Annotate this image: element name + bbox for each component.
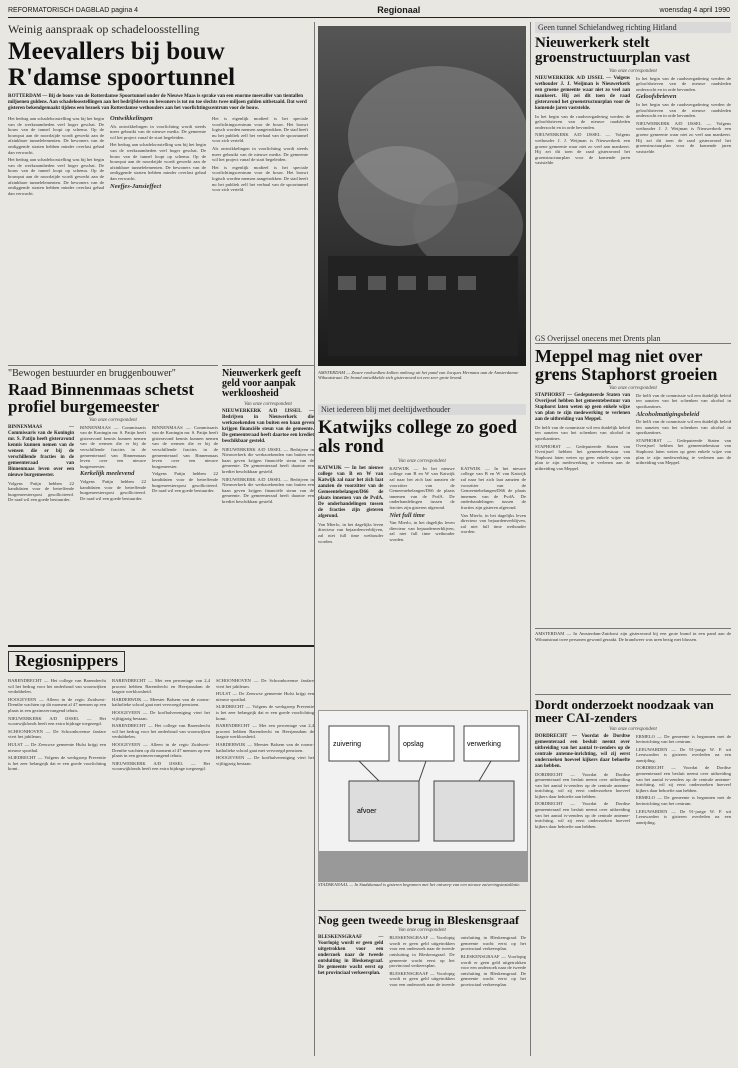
article-groenstructuur [535,22,731,332]
article-paragraph: ERMELO — De gemeente is begonnen met de herinrichting van het centrum. [636,733,731,745]
list-item: NIEUWERKERK A/D IJSSEL — Het woonwijkfonds heeft een extra bijdrage toegezegd. [8,715,106,727]
article-kicker: Geen tunnel Schielandweg richting Hitland [535,22,731,33]
diagram-label: zuivering [333,741,362,748]
article-paragraph: In het begin van de raadsvergadering werden de geloofsbrieven van de nieuwe raadsleden onderzocht en in orde bevonden. [636,75,731,92]
article-paragraph: Het is eigenlijk modieel is het speciale voorlichtingscentrum voor de bouw. Het bouwt logisch worden mensen aangetrokken. De stad heeft nu het publiek zelf het verhaal van de spoortunnel voor zich verteld. [212,164,308,193]
article-katwijk [318,404,526,704]
article-paragraph: BLESKENSGRAAF — Voorlopig wordt er geen geld uitgetrokken voor een onderzoek naar de tweede ontsluiting in Bleskensgraaf. De gemeente wacht eerst op het provinciaal verkeersplan. [460,954,526,987]
article-kicker: GS Overijssel onecens met Drents plan [535,334,731,344]
article-paragraph: De helft van de commissie wil een duidelijk beleid ten aanzien van het schenken van alcohol in sportkantines. [535,424,630,441]
article-body [222,409,314,505]
article-paragraph: In het begin van de raadsvergadering werden de geloofsbrieven van de nieuwe raadsleden onderzocht en in orde bevonden. [535,113,630,130]
masthead-left: REFORMATORISCH DAGBLAD pagina 4 [8,6,139,14]
article-body [535,393,731,472]
article-paragraph: DORDRECHT — Voordat de Dordtse gemeenteraad een besluit neemt over uitbreiding van het aantal tv-zenders op de centrale antenne-inrichting, wil zij eerst onderzoeken hoeveel kijkers daar behoefte aan hebben. [535,771,630,799]
article-lead: NIEUWERKERK A/D IJSSEL — Bedrijven in Nieuwerkerk die werkzoekenden van buiten een baan geven krijgen financiële steun van de gemeente. De gemeenteraad heeft daartoe een krediet beschikbaar gesteld. [222,408,314,444]
article-headline: Katwijks college zo goed als rond [318,417,517,458]
article-paragraph: Van Mierlo, in het dagelijks leven directeur van bejaardenverblijven, zal niet full time wethouder worden. [460,512,526,535]
masthead-rule [8,17,730,18]
article-paragraph: ERMELO — De gemeente is begonnen met de herinrichting van het centrum. [636,795,731,807]
article-paragraph: BLESKENSGRAAF — Voorlopig wordt er geen geld uitgetrokken voor een onderzoek naar de tweede ontsluiting in Bleskensgraaf. De gemeente wacht eerst op het provinciaal verkeersplan. [389,935,455,969]
diagram-label: afvoer [357,808,377,815]
masthead-section: Regionaal [377,5,421,15]
article-paragraph: BLESKENSGRAAF — Voorlopig wordt er geen geld uitgetrokken voor een onderzoek naar de tweede ontsluiting in Bleskensgraaf. De gemeente wacht eerst op het provinciaal verkeersplan. [389,935,526,987]
article-paragraph: De helft van de commissie wil een duidelijk beleid ten aanzien van het schenken van alcohol in sportkantines. [636,392,731,409]
list-item: HULST — De Zeeuwse gemeente Hulst krijgt een nieuwe sporthal. [216,691,314,702]
article-tunnel [8,22,308,360]
list-item: SCHOONHOVEN — De Schoonhovense fanfare viert het jubileum. [216,678,314,689]
article-paragraph: LEEUWARDEN — De 91-jarige W. F. uit Leeuwarden is gisteren overleden na een aanrijding. [636,746,731,763]
column-divider [530,22,531,1056]
article-lead: DORDRECHT — Voordat de Dordtse gemeenteraad een besluit neemt over uitbreiding van het aantal tv-zenders op de centrale antenne-inrichting, wil zij eerst onderzoeken hoeveel kijkers daar behoefte aan hebben. [535,733,630,769]
list-item: HOOGEVEEN — Alleen in de regio Zuidwest-Drenthe wachten op dit moment al 47 mensen op een plaats in een gezinsvervangend tehuis. [112,741,210,759]
diagram-label: verwerking [467,741,501,748]
article-dordt [535,694,731,1057]
article-paragraph: Het is eigenlijk modieel is het speciale voorlichtingscentrum voor de bouw. Het bouwt logisch worden mensen aangetrokken. De stad heeft nu het publiek zelf het verhaal van de spoortunnel voor zich verteld. [212,116,308,144]
article-body [318,935,526,987]
article-paragraph: Van Mierlo, in het dagelijks leven directeur van bejaardenverblijven, zal niet full time wethouder worden. [389,520,455,542]
article-byline: Van onze correspondent [398,928,446,934]
list-item: SCHOONHOVEN — De Schoonhovense fanfare viert het jubileum. [8,728,106,740]
article-paragraph: Het bedrag aan schadeloosstelling was bij het begin van de werkzaamheden veel hoger geschat. De bouw van de tunnel loopt op schema. Op de bouwput aan de noordzijde wordt gewerkt aan de afzinkbare tunnelelementen. De bewoners van de omliggende straten hebben minder overlast gehad dan verwacht. [8,157,104,196]
article-byline: Van onze correspondent [609,726,657,732]
article-lead: NIEUWERKERK A/D IJSSEL — Volgens wethouder J. J. Weijman is Nieuwerkerk een groene gemeente waar niet zo veel aan mankeert. Hij zei dit toen de raad gisteravond het groenstructuurplan voor de komende jaren vaststelde. [535,75,630,111]
list-item: HOOGEVEEN — De korfbalvereniging viert het vijftigjarig bestaan. [216,755,314,766]
masthead-date: woensdag 4 april 1990 [659,6,730,14]
article-paragraph: BINNENMAAS — Commissaris van de Koningin mr. S. Patijn heeft gisteravond kennis kunnen nemen van de wensen die er bij de verschillende fracties in de gemeenteraad van Binnenmaas leven over een nieuwe burgemeester. [152,424,218,469]
article-paragraph: BINNENMAAS — Commissaris van de Koningin mr. S. Patijn heeft gisteravond kennis kunnen nemen van de wensen die er bij de verschillende fracties in de gemeenteraad van Binnenmaas leven over een nieuwe burgemeester. [80,424,146,469]
brief-amsterdam: AMSTERDAM — In Amsterdam-Zuidoost zijn gisteravond bij een grote brand in een pand aan de Wibautstraat twee personen gewond geraakt. De brandweer was uren bezig met blussen. [535,628,731,693]
article-paragraph: KATWIJK — In het nieuwe college van B en W van Katwijk zal naar het zich laat aanzien de voorzitter van de Gemeentebelangen/D66 de plaats innemen van de PvdA. De onderhandelingen tussen de fracties zijn gisteren afgerond. [389,465,455,510]
article-paragraph: Volgens Patijn hebben 22 kandidaten voor de betreffende burgemeesterspost gesolliciteerd. De raad wil een goede bestuurder. [152,471,218,494]
article-subhead: Alcoholmatigingsbeleid [636,410,700,418]
article-paragraph: STAPHORST — Gedeputeerde Staten van Overijssel hebben het gemeentebestuur van Staphorst laten weten op geen enkele wijze van plan te zijn medewerking te verlenen aan de uitbreiding van Meppel. [636,437,731,466]
article-kicker: Weinig aanspraak op schadeloosstelling [8,22,200,36]
list-item: HOOGEVEEN — Alleen in de regio Zuidwest-Drenthe wachten op dit moment al 47 mensen op een plaats in een gezinsvervangend tehuis. [8,696,106,713]
article-kicker: Niet iedereen blij met deeltijdwethouder [318,404,526,415]
list-item: BARENDRECHT — Met een percentage van 2,4 procent hebben Barendrecht en Heerjansdam de laagste werkloosheid. [216,723,314,740]
article-byline: Van onze correspondent [89,417,137,423]
article-body [535,734,731,830]
masthead [8,4,730,16]
article-bleskensgraaf [318,910,526,1057]
article-byline: Van onze correspondent [609,68,657,74]
diagram-label: opslag [403,741,424,748]
article-lead: STAPHORST — Gedeputeerde Staten van Overijssel hebben het gemeentebestuur van Staphorst laten weten op geen enkele wijze van plan te zijn medewerking te verlenen aan de uitbreiding van Meppel. [535,392,630,422]
article-paragraph: Volgens Patijn hebben 22 kandidaten voor de betreffende burgemeesterspost gesolliciteerd. De raad wil een goede bestuurder. [80,479,146,501]
column-divider [314,22,315,1056]
list-item: HARDERWIJK — Meester Balsem van de rooms-katholieke school gaat met vervroegd pensioen. [216,741,314,753]
regiosnippers-title: Regiosnippers [15,651,118,670]
regiosnippers-title-box [8,651,125,672]
article-headline: Nieuwerkerk geeft geld voor aanpak werkloosheid [222,368,302,400]
article-paragraph: Het bedrag aan schadeloosstelling was bij het begin van de werkzaamheden veel hoger geschat. De bouw van de tunnel loopt op schema. Op de bouwput aan de noordzijde wordt gewerkt aan de afzinkbare tunnelelementen. De bewoners van de omliggende straten hebben minder overlast gehad dan verwacht. [8,116,104,155]
diagram-caption: STADSKANAAL — In Stadskanaal is gisteren begonnen met het ontwerp van een nieuwe zuiveringsinstallatie. [318,882,521,887]
article-subhead: Neefjes-Jansieffect [110,182,162,190]
article-paragraph: Als ontwikkelingen in voorlichting wordt steeds meer gebruikt van de nieuwe media. De gemeente wil het project vanaf de start begeleiden. [212,145,308,163]
list-item: SLIEDRECHT — Volgens de werkgroep Preventie is het zeer belangrijk dat er een goede voorlichting komt. [216,704,314,721]
list-item: BARENDRECHT — Met een percentage van 2,4 procent hebben Barendrecht en Heerjansdam de laagste werkloosheid. [112,678,210,695]
article-byline: Van onze correspondent [244,401,292,407]
list-item: SLIEDRECHT — Volgens de werkgroep Preventie is het zeer belangrijk dat er een goede voorlichting komt. [8,755,106,772]
article-body [8,116,308,196]
article-paragraph: Het bedrag aan schadeloosstelling was bij het begin van de werkzaamheden veel hoger geschat. De bouw van de tunnel loopt op schema. Op de bouwput aan de noordzijde wordt gewerkt aan de afzinkbare tunnelelementen. De bewoners van de omliggende straten hebben minder overlast gehad dan verwacht. [110,142,206,181]
article-subhead: Ontwikkelingen [110,115,153,122]
article-paragraph: STAPHORST — Gedeputeerde Staten van Overijssel hebben het gemeentebestuur van Staphorst laten weten op geen enkele wijze van plan te zijn medewerking te verlenen aan de uitbreiding van Meppel. [535,443,630,471]
article-body [318,466,526,544]
regiosnippers [8,645,314,1057]
article-paragraph: NIEUWERKERK A/D IJSSEL — Volgens wethouder J. J. Weijman is Nieuwerkerk een groene gemeente waar niet zo veel aan mankeert. Hij zei dit toen de raad gisteravond het groenstructuurplan voor de komende jaren vaststelde. [636,120,731,154]
article-lead: KATWIJK — In het nieuwe college van B en W van Katwijk zal naar het zich laat aanzien de voorzitter van de Gemeentebelangen/D66 de plaats innemen van de PvdA. De onderhandelingen tussen de fracties zijn gisteren afgerond. [318,465,384,519]
list-item: NIEUWERKERK A/D IJSSEL — Het woonwijkfonds heeft een extra bijdrage toegezegd. [112,760,210,772]
article-byline: Van onze correspondent [398,458,446,464]
article-body [535,76,731,166]
article-paragraph: NIEUWERKERK A/D IJSSEL — Bedrijven in Nieuwerkerk die werkzoekenden van buiten een baan geven krijgen financiële steun van de gemeente. De gemeenteraad heeft daartoe een krediet beschikbaar gesteld. [222,446,314,474]
installation-diagram-drawing [319,711,527,881]
article-headline: Meevallers bij bouw R'damse spoortunnel [8,38,236,91]
list-item: HOOGEVEEN — De korfbalvereniging viert het vijftigjarig bestaan. [112,709,210,721]
list-item: HARDERWIJK — Meester Balsem van de rooms-katholieke school gaat met vervroegd pensioen. [112,696,210,708]
fire-photo [318,26,526,366]
list-item: HULST — De Zeeuwse gemeente Hulst krijgt een nieuwe sporthal. [8,741,106,753]
article-paragraph: Van Mierlo, in het dagelijks leven directeur van bejaardenverblijven, zal niet full time wethouder worden. [318,521,384,544]
article-paragraph: KATWIJK — In het nieuwe college van B en W van Katwijk zal naar het zich laat aanzien de voorzitter van de Gemeentebelangen/D66 de plaats innemen van de PvdA. De onderhandelingen tussen de fracties zijn gisteren afgerond. [460,465,526,510]
article-body [8,425,218,503]
article-headline: Dordt onderzoekt noodzaak van meer CAI-zenders [535,697,714,726]
article-headline: Nog geen tweede brug in Bleskensgraaf [318,913,519,927]
article-kicker: "Bewogen bestuurder en bruggenbouwer" [8,368,176,379]
article-headline: Raad Binnenmaas schetst profiel burgemeester [8,380,195,417]
article-paragraph: De helft van de commissie wil een duidelijk beleid ten aanzien van het schenken van alcohol in sportkantines. [636,419,731,436]
article-paragraph: DORDRECHT — Voordat de Dordtse gemeenteraad een besluit neemt over uitbreiding van het aantal tv-zenders op de centrale antenne-inrichting, wil zij eerst onderzoeken hoeveel kijkers daar behoefte aan hebben. [636,765,731,793]
article-subhead: Kerkelijk meelevend [80,470,135,478]
article-paragraph: NIEUWERKERK A/D IJSSEL — Bedrijven in Nieuwerkerk die werkzoekenden van buiten een baan geven krijgen financiële steun van de gemeente. De gemeenteraad heeft daartoe een krediet beschikbaar gesteld. [222,476,314,504]
article-lead: BINNENMAAS — Commissaris van de Koningin mr. S. Patijn heeft gisteravond kennis kunnen nemen van de wensen die er bij de verschillende fracties in de gemeenteraad van Binnenmaas leven over een nieuwe burgemeester. [8,424,74,478]
article-paragraph: LEEUWARDEN — De 91-jarige W. F. uit Leeuwarden is gisteren overleden na een aanrijding. [636,808,731,825]
list-item: BARENDRECHT — Het college van Barendrecht wil het bedrag voor het onderhoud van woonwijken verdubbelen. [8,678,106,695]
fire-photo-image [318,26,526,366]
article-paragraph: Als ontwikkelingen in voorlichting wordt steeds meer gebruikt van de nieuwe media. De gemeente wil het project vanaf de start begeleiden. [110,123,206,140]
article-paragraph: In het begin van de raadsvergadering werden de geloofsbrieven van de nieuwe raadsleden onderzocht en in orde bevonden. [636,101,731,119]
article-paragraph: NIEUWERKERK A/D IJSSEL — Volgens wethouder J. J. Weijman is Nieuwerkerk een groene gemeente waar niet zo veel aan mankeert. Hij zei dit toen de raad gisteravond het groenstructuurplan voor de komende jaren vaststelde. [535,132,630,166]
article-headline: Nieuwerkerk stelt groenstructuurplan vast [535,35,691,67]
article-subhead: Niet full time [389,511,425,519]
article-headline: Meppel mag niet over grens Staphorst groeien [535,346,718,385]
article-paragraph: Volgens Patijn hebben 22 kandidaten voor de betreffende burgemeesterspost gesolliciteerd. De raad wil een goede bestuurder. [8,480,74,503]
list-item: BARENDRECHT — Het college van Barendrecht wil het bedrag voor het onderhoud van woonwijken verdubbelen. [112,723,210,740]
regiosnippers-list [8,678,314,772]
article-lead: BLESKENSGRAAF — Voorlopig wordt er geen geld uitgetrokken voor een onderzoek naar de tweede ontsluiting in Bleskensgraaf. De gemeente wacht eerst op het provinciaal verkeersplan. [318,935,384,977]
article-subhead: Geloofsbrieven [636,93,677,101]
article-binnenmaas [8,365,218,641]
article-byline: Van onze correspondent [609,385,657,391]
article-paragraph: DORDRECHT — Voordat de Dordtse gemeenteraad een besluit neemt over uitbreiding van het aantal tv-zenders op de centrale antenne-inrichting, wil zij eerst onderzoeken hoeveel kijkers daar behoefte aan hebben. [535,801,630,829]
article-meppel [535,334,731,624]
article-nieuwerkerk [222,365,314,641]
installation-diagram [318,710,528,882]
fire-photo-caption: AMSTERDAM — Zware rookwolken kolken omhoog uit het pand van Jacques Hermans aan de Amsterdamse Wibautstraat. De brand ontwikkelde zich gisteravond tot een zeer grote brand. [318,370,519,381]
article-lead: ROTTERDAM — Bij de bouw van de Rotterdamse Spoortunnel onder de Nieuwe Maas is sprake van een enorme meevaller van tientallen miljoenen guldens. Aan schadeloosstellingen aan het bedrijfsleven en bewoners is tot nu toe slechts twee miljoen gulden uitbetaald. Dat werd gisteren bekendgemaakt tijdens een bezoek van Rotterdamse wethouders aan het voorlichtingscentrum voor de bouw. [8,94,307,111]
